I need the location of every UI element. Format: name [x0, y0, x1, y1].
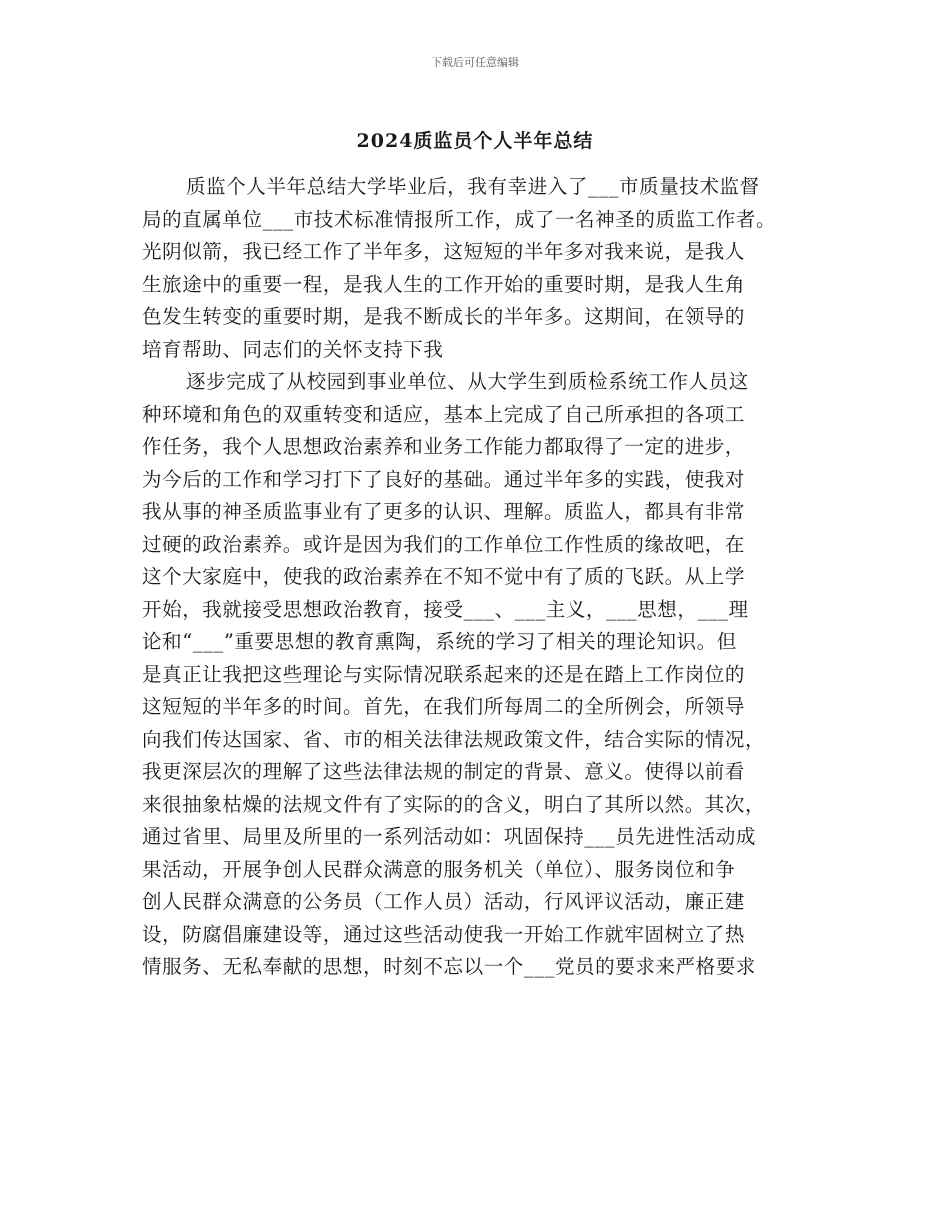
text-line: 通过省里、局里及所里的一系列活动如：巩固保持___员先进性活动成 — [142, 825, 756, 848]
text-line: 创人民群众满意的公务员（工作人员）活动，行风评议活动，廉正建 — [142, 890, 746, 913]
text-line: 这个大家庭中，使我的政治素养在不知不觉中有了质的飞跃。从上学 — [142, 565, 746, 588]
document-body — [142, 171, 812, 984]
text-line: 质监个人半年总结大学毕业后，我有幸进入了___市质量技术监督 — [186, 175, 760, 198]
document-title: 2024质监员个人半年总结 — [356, 130, 594, 152]
text-line: 是真正让我把这些理论与实际情况联系起来的还是在踏上工作岗位的 — [142, 662, 746, 686]
text-line: 光阴似箭，我已经工作了半年多，这短短的半年多对我来说，是我人 — [142, 240, 746, 263]
paragraph — [142, 171, 812, 366]
text-line: 逐步完成了从校园到事业单位、从大学生到质检系统工作人员这 — [186, 370, 749, 393]
text-line: 我从事的神圣质监事业有了更多的认识、理解。质监人，都具有非常 — [142, 500, 746, 523]
text-line: 局的直属单位___市技术标准情报所工作，成了一名神圣的质监工作者。 — [142, 207, 777, 231]
text-line: 这短短的半年多的时间。首先，在我们所每周二的全所例会，所领导 — [142, 695, 746, 718]
text-line: 来很抽象枯燥的法规文件有了实际的的含义，明白了其所以然。其次， — [142, 792, 766, 816]
text-line: 向我们传达国家、省、市的相关法律法规政策文件，结合实际的情况， — [142, 727, 766, 751]
text-line: 作任务，我个人思想政治素养和业务工作能力都取得了一定的进步， — [142, 435, 746, 458]
paragraph — [142, 366, 812, 984]
text-line: 果活动，开展争创人民群众满意的服务机关（单位）、服务岗位和争 — [142, 857, 736, 881]
text-line: 开始，我就接受思想政治教育，接受___、___主义，___思想，___理 — [142, 597, 749, 621]
text-line: 设，防腐倡廉建设等，通过这些活动使我一开始工作就牢固树立了热 — [142, 922, 746, 946]
text-line: 我更深层次的理解了这些法律法规的制定的背景、意义。使得以前看 — [142, 760, 746, 783]
text-line: 情服务、无私奉献的思想，时刻不忘以一个___党员的要求来严格要求 — [142, 955, 756, 978]
text-line: 生旅途中的重要一程，是我人生的工作开始的重要时期，是我人生角 — [142, 272, 746, 296]
header-note: 下载后可任意编辑 — [431, 56, 519, 69]
text-line: 论和“___”重要思想的教育熏陶，系统的学习了相关的理论知识。但 — [142, 630, 737, 653]
text-line: 色发生转变的重要时期，是我不断成长的半年多。这期间，在领导的 — [142, 305, 746, 328]
text-line: 培育帮助、同志们的关怀支持下我 — [142, 337, 444, 361]
text-line: 种环境和角色的双重转变和适应，基本上完成了自己所承担的各项工 — [142, 402, 746, 426]
text-line: 过硬的政治素养。或许是因为我们的工作单位工作性质的缘故吧，在 — [142, 532, 746, 556]
text-line: 为今后的工作和学习打下了良好的基础。通过半年多的实践，使我对 — [142, 467, 746, 491]
